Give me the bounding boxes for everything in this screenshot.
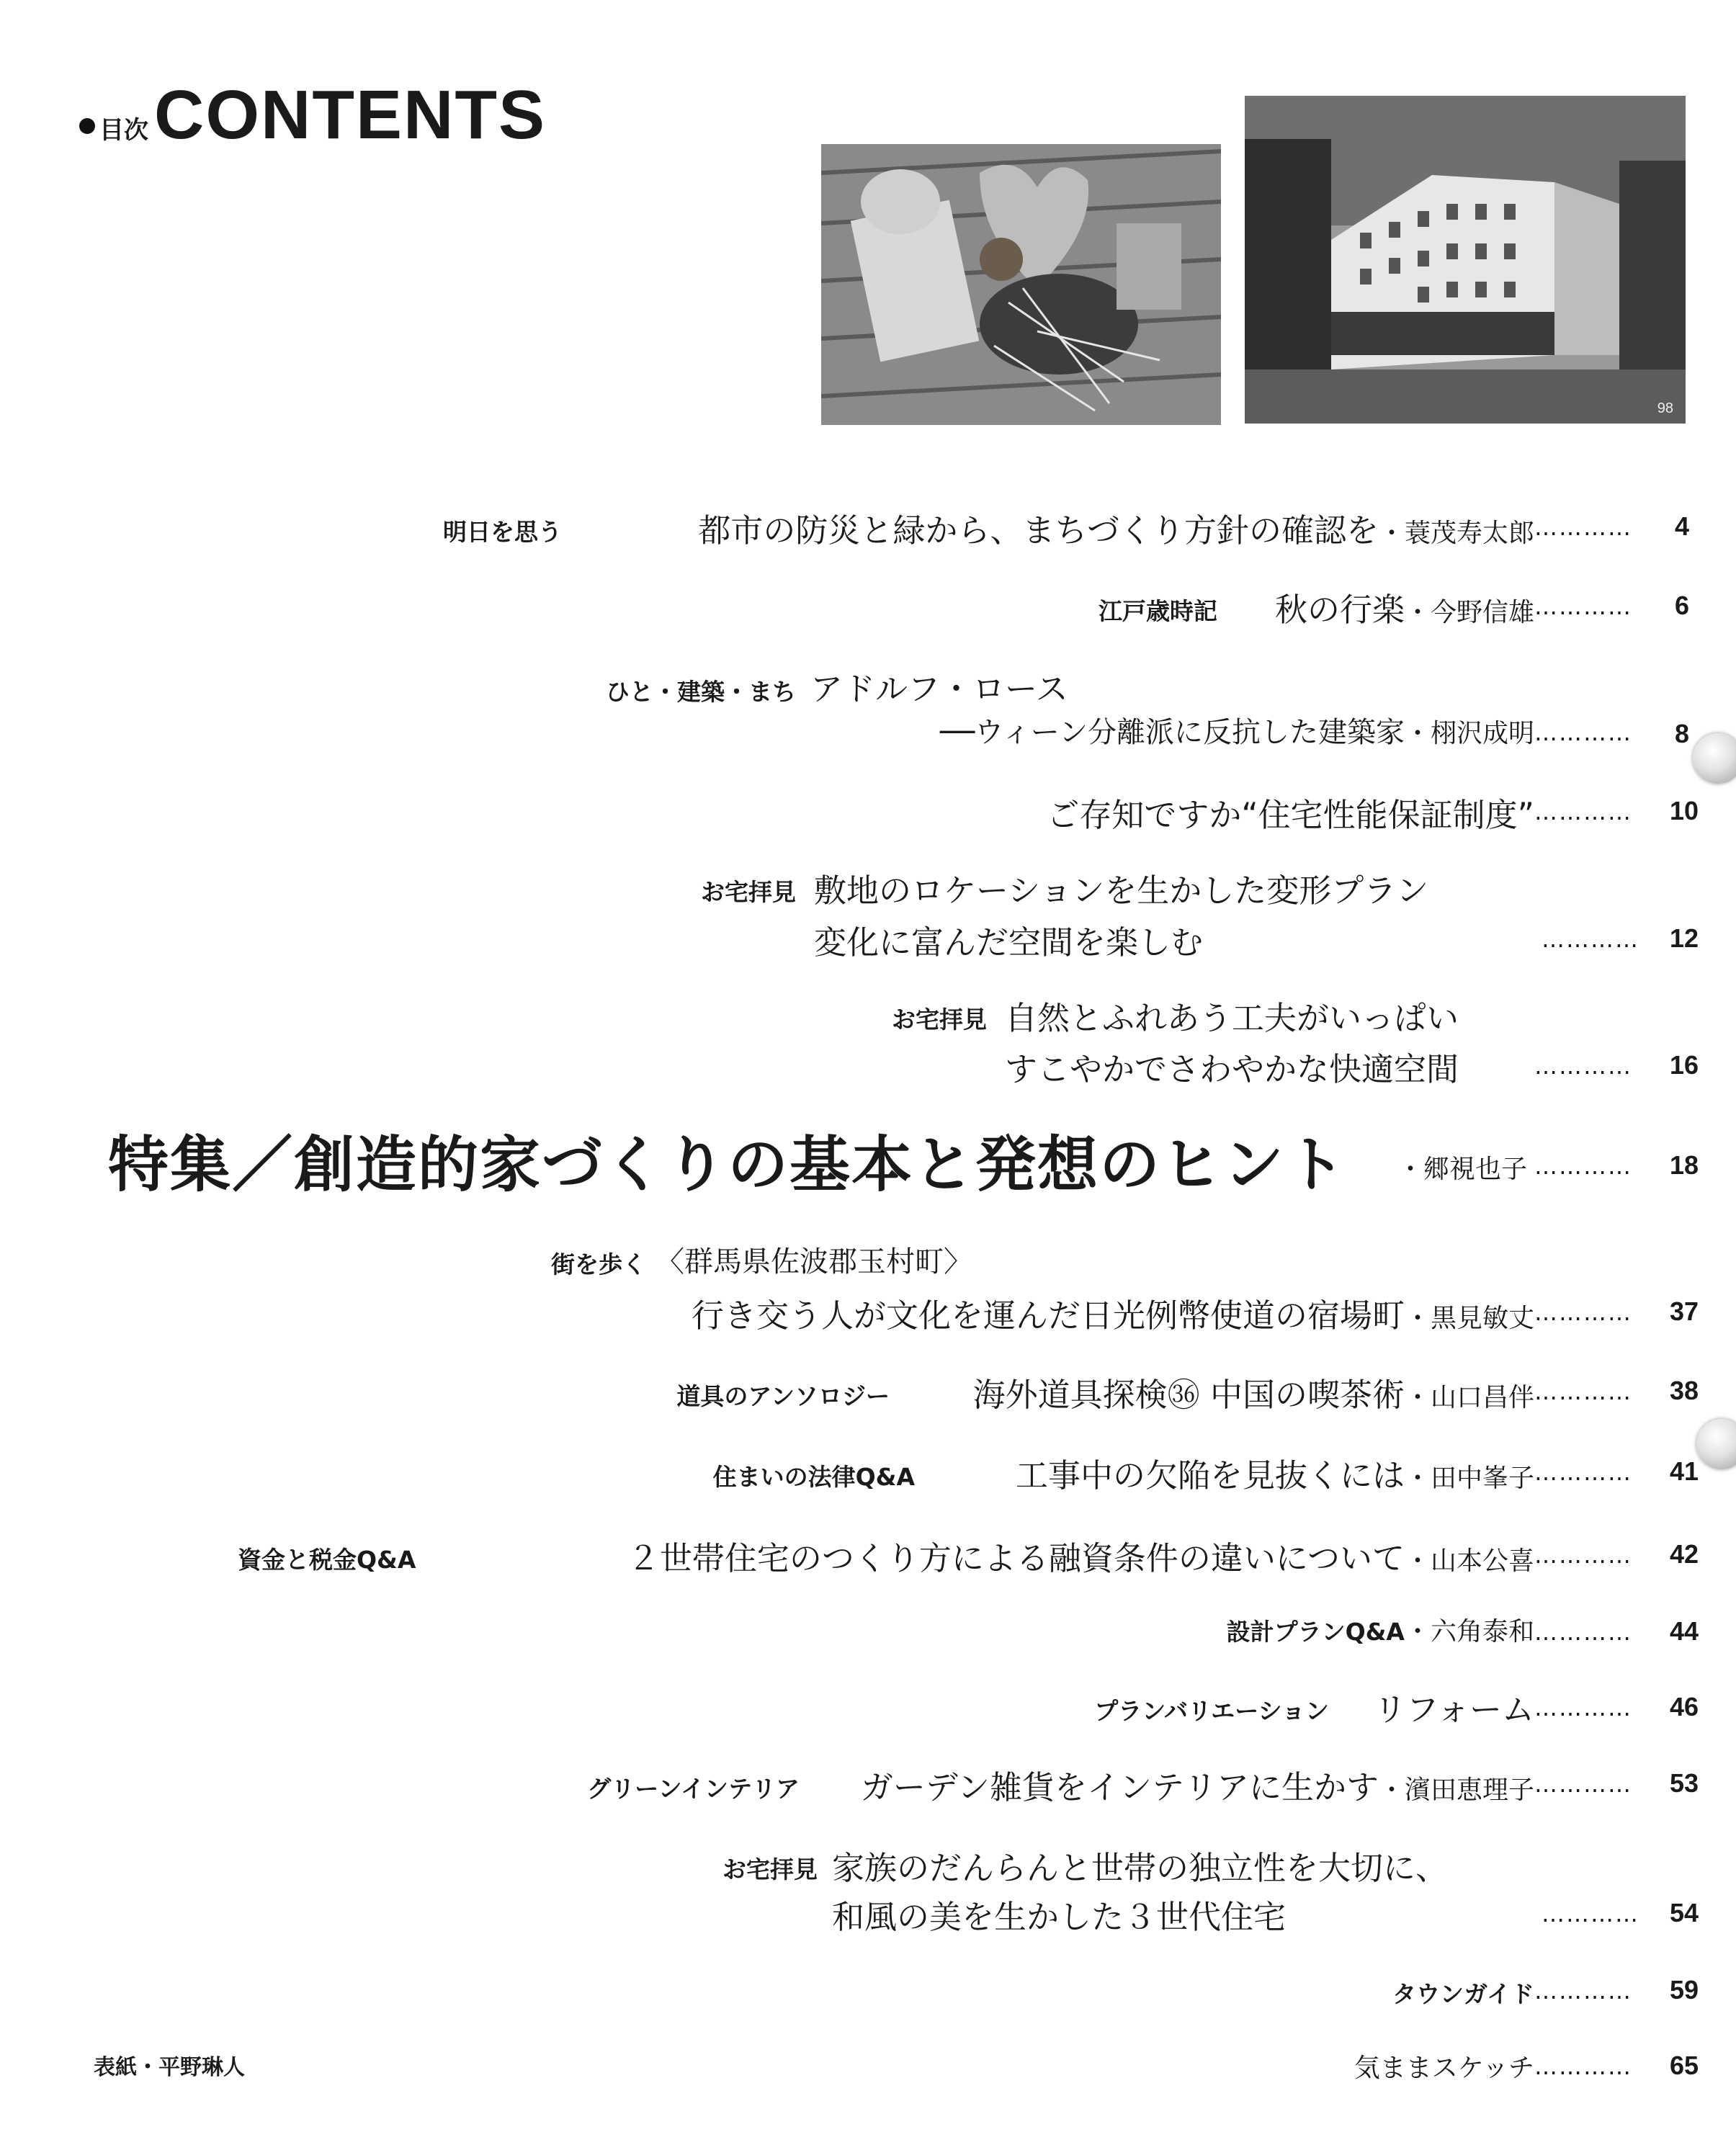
dot-leader: ………… xyxy=(1534,1541,1632,1569)
dot-leader: ………… xyxy=(1542,926,1639,953)
entry-label: 道具のアンソロジー xyxy=(676,1382,890,1410)
entry-label: 住まいの法律Q&A xyxy=(712,1463,915,1491)
list-item[interactable]: ──ウィーン分離派に反抗した建築家・栩沢成明 xyxy=(940,716,1534,749)
dot-leader: ………… xyxy=(1534,719,1632,746)
page-number: 65 xyxy=(1669,2051,1699,2080)
dot-leader: ………… xyxy=(1534,798,1632,825)
page-number: 46 xyxy=(1669,1692,1699,1721)
feature-author-line: ・郷視也子 xyxy=(1397,1155,1528,1184)
list-item[interactable]: 変化に富んだ空間を楽しむ xyxy=(814,923,1204,962)
list-item[interactable]: 家族のだんらんと世帯の独立性を大切に、 xyxy=(832,1849,1449,1887)
page-number: 37 xyxy=(1669,1296,1699,1326)
page-number: 10 xyxy=(1669,796,1699,825)
page-number: 12 xyxy=(1669,923,1699,953)
bullet-dot-icon xyxy=(79,118,95,134)
list-item[interactable]: ガーデン雑貨をインテリアに生かす・濱田恵理子 xyxy=(860,1768,1534,1806)
entry-label: 街を歩く xyxy=(551,1250,646,1278)
header-title: CONTENTS xyxy=(154,76,546,153)
dot-leader: ………… xyxy=(1534,1459,1632,1486)
binder-hole-icon xyxy=(1696,1419,1736,1469)
dot-leader: ………… xyxy=(1534,1152,1632,1180)
list-item[interactable]: ２世帯住宅のつくり方による融資条件の違いについて・山本公喜 xyxy=(627,1539,1534,1577)
dot-leader: ………… xyxy=(1534,514,1632,541)
photo-frame-number: 98 xyxy=(1657,400,1673,416)
entry-label: 江戸歳時記 xyxy=(1099,597,1217,625)
entry-label: お宅拝見 xyxy=(892,1005,987,1034)
dot-leader: ………… xyxy=(1534,1618,1632,1646)
entry-label: グリーンインテリア xyxy=(587,1775,800,1803)
list-item[interactable]: 工事中の欠陥を見抜くには・田中峯子 xyxy=(1015,1456,1534,1495)
list-item[interactable]: 気ままスケッチ xyxy=(1354,2053,1534,2083)
dot-leader: ………… xyxy=(1534,2053,1632,2080)
page-number: 42 xyxy=(1669,1539,1699,1569)
page-number: 6 xyxy=(1674,591,1689,620)
dot-leader: ………… xyxy=(1534,1378,1632,1405)
list-item[interactable]: 〈群馬県佐波郡玉村町〉 xyxy=(656,1245,972,1278)
page-number: 8 xyxy=(1674,719,1689,748)
page-number: 59 xyxy=(1669,1975,1699,2005)
entry-label: プランバリエーション xyxy=(1094,1697,1329,1725)
page-number: 4 xyxy=(1674,511,1689,541)
entry-label: 明日を思う xyxy=(443,518,562,546)
list-item[interactable]: 行き交う人が文化を運んだ日光例幣使道の宿場町・黒見敏丈 xyxy=(691,1296,1534,1335)
dot-leader: ………… xyxy=(1534,1299,1632,1326)
list-item[interactable]: 都市の防災と緑から、まちづくり方針の確認を・蓑茂寿太郎 xyxy=(698,511,1534,550)
list-item[interactable]: 設計プランQ&A・六角泰和 xyxy=(1226,1617,1534,1647)
list-item[interactable]: すこやかでさわやかな快適空間 xyxy=(1005,1050,1459,1088)
dot-leader: ………… xyxy=(1534,1052,1632,1080)
page-number: 18 xyxy=(1669,1150,1699,1180)
page-number: 16 xyxy=(1669,1050,1699,1080)
binder-hole-icon xyxy=(1693,733,1736,784)
garden-goods-photo xyxy=(821,144,1221,425)
loos-building-photo xyxy=(1245,96,1686,424)
feature-title[interactable]: 特集／創造的家づくりの基本と発想のヒント xyxy=(108,1129,1348,1200)
list-item[interactable]: ご存知ですか“住宅性能保証制度” xyxy=(1047,796,1534,834)
entry-label[interactable]: タウンガイド xyxy=(1392,1980,1534,2008)
entry-label: 資金と税金Q&A xyxy=(238,1546,416,1574)
header-prefix: 目次 xyxy=(99,116,148,145)
list-item[interactable]: 和風の美を生かした３世代住宅 xyxy=(832,1898,1287,1936)
dot-leader: ………… xyxy=(1534,1977,1632,2005)
list-item[interactable]: リフォーム xyxy=(1374,1690,1534,1729)
entry-label: ひと・建築・まち xyxy=(606,678,796,706)
list-item[interactable]: 自然とふれあう工夫がいっぱい xyxy=(1005,999,1459,1037)
list-item[interactable]: 海外道具探検㊱ 中国の喫茶術・山口昌伴 xyxy=(972,1376,1534,1414)
entry-label: お宅拝見 xyxy=(701,878,796,906)
cover-credit: 表紙・平野琳人 xyxy=(94,2055,245,2080)
dot-leader: ………… xyxy=(1534,1694,1632,1721)
dot-leader: ………… xyxy=(1542,1900,1639,1927)
dot-leader: ………… xyxy=(1534,593,1632,620)
contents-header xyxy=(79,76,546,153)
page-number: 41 xyxy=(1669,1456,1699,1486)
page-number: 38 xyxy=(1669,1376,1699,1405)
entry-label: お宅拝見 xyxy=(722,1855,818,1884)
page-number: 44 xyxy=(1669,1616,1699,1646)
list-item[interactable]: アドルフ・ロース xyxy=(810,670,1068,708)
dot-leader: ………… xyxy=(1534,1770,1632,1798)
list-item[interactable]: 秋の行楽・今野信雄 xyxy=(1274,591,1534,629)
list-item[interactable]: 敷地のロケーションを生かした変形プラン xyxy=(814,872,1429,910)
page-number: 53 xyxy=(1669,1768,1699,1798)
page-number: 54 xyxy=(1669,1898,1699,1927)
